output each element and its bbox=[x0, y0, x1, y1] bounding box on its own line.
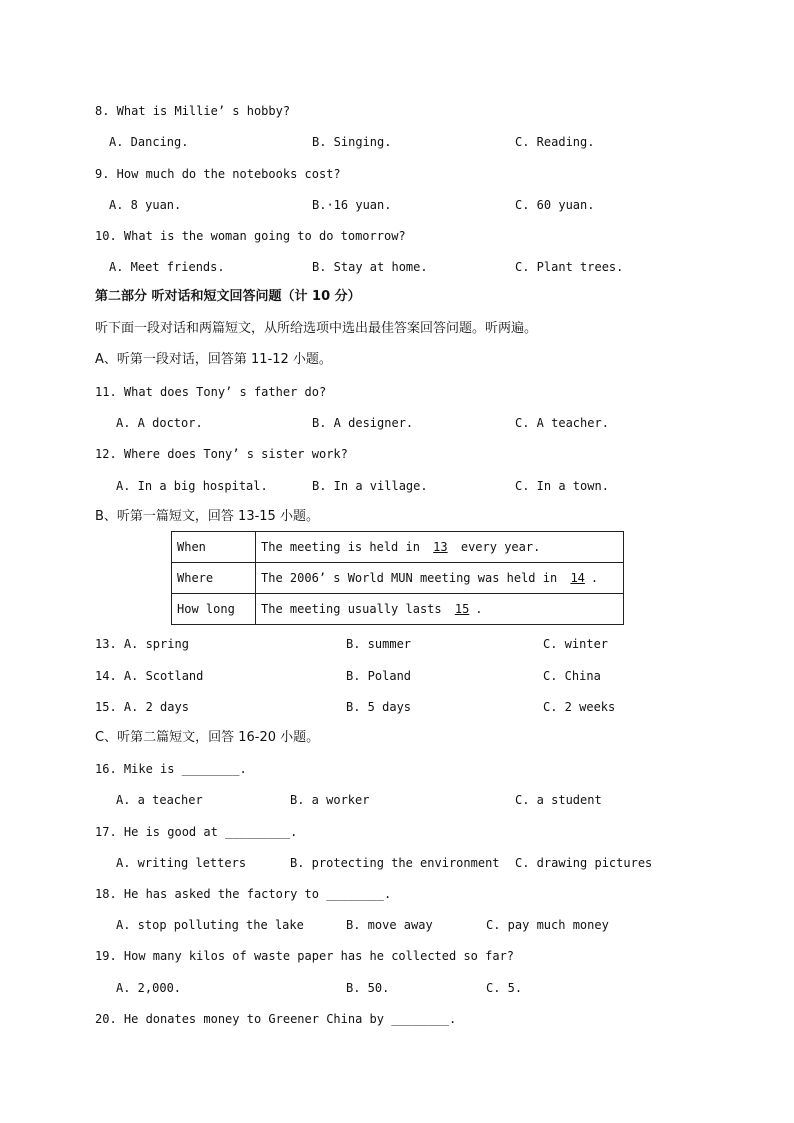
option-16a: A. a teacher bbox=[116, 793, 203, 807]
question-17: 17. He is good at _________. bbox=[95, 825, 298, 839]
question-11: 11. What does Tony’ s father do? bbox=[95, 385, 327, 399]
option-18a: A. stop polluting the lake bbox=[116, 918, 304, 932]
question-8: 8. What is Millie’ s hobby? bbox=[95, 104, 291, 118]
option-10a: A. Meet friends. bbox=[109, 260, 225, 274]
option-15b: B. 5 days bbox=[346, 700, 412, 714]
option-15a: 15. A. 2 days bbox=[95, 700, 189, 714]
table-text: The meeting usually lasts bbox=[261, 602, 449, 616]
question-19: 19. How many kilos of waste paper has he collected so far? bbox=[95, 949, 515, 963]
part2-heading: 第二部分 听对话和短文回答问题（计 10 分） bbox=[95, 289, 361, 304]
section-a-heading: A、听第一段对话，回答第 11-12 小题。 bbox=[95, 352, 332, 367]
option-8b: B. Singing. bbox=[312, 135, 392, 149]
option-19b: B. 50. bbox=[346, 981, 390, 995]
table-row bbox=[172, 563, 624, 594]
option-17b: B. protecting the environment bbox=[290, 856, 500, 870]
option-14a: 14. A. Scotland bbox=[95, 669, 204, 683]
option-17c: C. drawing pictures bbox=[515, 856, 653, 870]
option-9b: B.·16 yuan. bbox=[312, 198, 392, 212]
option-12b: B. In a village. bbox=[312, 479, 428, 493]
option-18b: B. move away bbox=[346, 918, 433, 932]
table-key: How long bbox=[172, 594, 256, 625]
blank-15: 15 bbox=[454, 602, 470, 616]
table-row bbox=[172, 594, 624, 625]
table-value bbox=[256, 532, 624, 563]
option-19c: C. 5. bbox=[486, 981, 523, 995]
question-9: 9. How much do the notebooks cost? bbox=[95, 167, 341, 181]
option-13b: B. summer bbox=[346, 637, 412, 651]
section-c-heading: C、听第二篇短文，回答 16-20 小题。 bbox=[95, 730, 320, 745]
option-16c: C. a student bbox=[515, 793, 602, 807]
section-b-heading: B、听第一篇短文，回答 13-15 小题。 bbox=[95, 509, 319, 524]
table-value bbox=[256, 594, 624, 625]
option-8a: A. Dancing. bbox=[109, 135, 189, 149]
part2-instruction: 听下面一段对话和两篇短文，从所给选项中选出最佳答案回答问题。听两遍。 bbox=[95, 321, 538, 336]
info-table bbox=[171, 531, 624, 625]
option-9c: C. 60 yuan. bbox=[515, 198, 595, 212]
table-text: The 2006’ s World MUN meeting was held in bbox=[261, 571, 565, 585]
option-13a: 13. A. spring bbox=[95, 637, 189, 651]
table-key: Where bbox=[172, 563, 256, 594]
question-10: 10. What is the woman going to do tomorrow? bbox=[95, 229, 406, 243]
option-11a: A. A doctor. bbox=[116, 416, 203, 430]
option-13c: C. winter bbox=[543, 637, 609, 651]
option-12a: A. In a big hospital. bbox=[116, 479, 268, 493]
option-14b: B. Poland bbox=[346, 669, 412, 683]
table-text: every year. bbox=[453, 540, 541, 554]
question-20: 20. He donates money to Greener China by ________. bbox=[95, 1012, 457, 1026]
option-8c: C. Reading. bbox=[515, 135, 595, 149]
option-15c: C. 2 weeks bbox=[543, 700, 616, 714]
question-12: 12. Where does Tony’ s sister work? bbox=[95, 447, 348, 461]
table-text: . bbox=[475, 602, 483, 616]
option-11c: C. A teacher. bbox=[515, 416, 609, 430]
option-17a: A. writing letters bbox=[116, 856, 247, 870]
table-key: When bbox=[172, 532, 256, 563]
option-16b: B. a worker bbox=[290, 793, 370, 807]
table-text: The meeting is held in bbox=[261, 540, 428, 554]
option-9a: A. 8 yuan. bbox=[109, 198, 182, 212]
table-row bbox=[172, 532, 624, 563]
option-11b: B. A designer. bbox=[312, 416, 414, 430]
option-12c: C. In a town. bbox=[515, 479, 609, 493]
question-16: 16. Mike is ________. bbox=[95, 762, 247, 776]
option-10b: B. Stay at home. bbox=[312, 260, 428, 274]
table-text: . bbox=[590, 571, 599, 585]
option-19a: A. 2,000. bbox=[116, 981, 182, 995]
blank-14: 14 bbox=[570, 571, 585, 585]
option-10c: C. Plant trees. bbox=[515, 260, 624, 274]
question-18: 18. He has asked the factory to ________. bbox=[95, 887, 392, 901]
option-18c: C. pay much money bbox=[486, 918, 609, 932]
table-value bbox=[256, 563, 624, 594]
blank-13: 13 bbox=[433, 540, 448, 554]
option-14c: C. China bbox=[543, 669, 601, 683]
